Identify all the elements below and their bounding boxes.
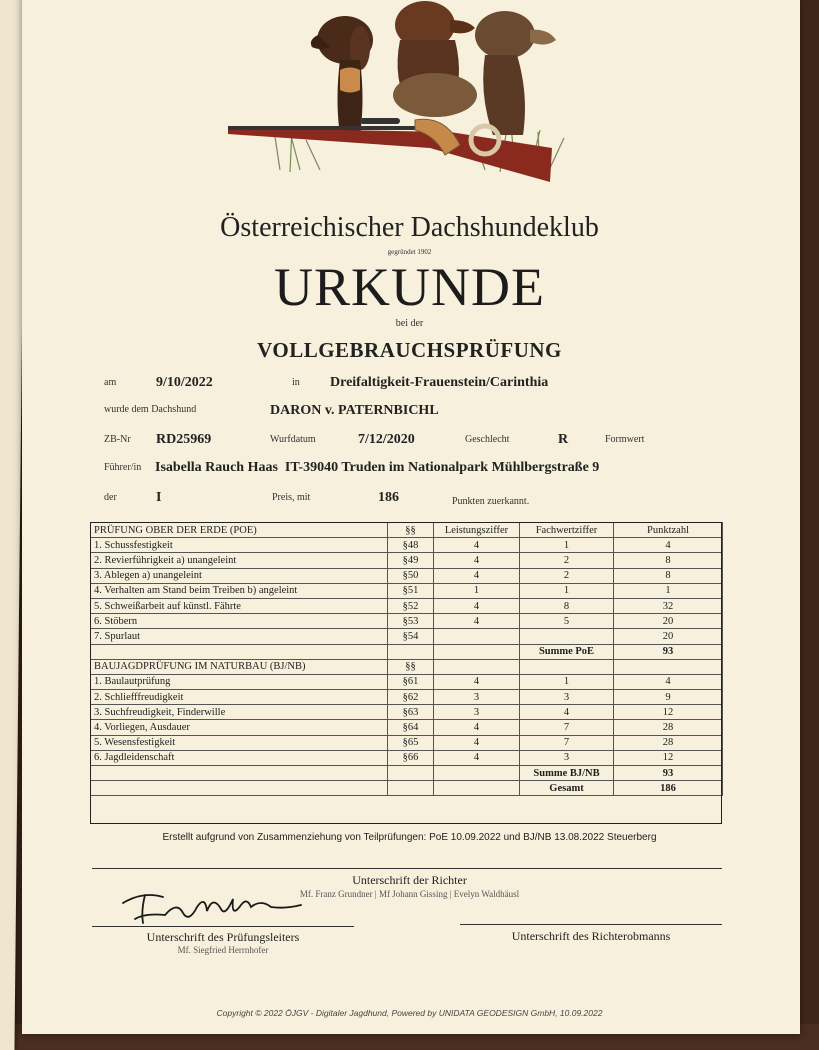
row-fach: 1	[520, 538, 614, 553]
row-punkte: 8	[614, 553, 723, 568]
leistung-header: Leistungsziffer	[434, 523, 520, 538]
row-name: 1. Schussfestigkeit	[91, 538, 388, 553]
leiter-signature-title: Unterschrift des Prüfungsleiters	[146, 930, 300, 944]
row-fach: 7	[520, 735, 614, 750]
poe-header: PRÜFUNG OBER DER ERDE (POE)	[91, 523, 388, 538]
summe-poe-value: 93	[614, 644, 723, 659]
obmann-signature-title: Unterschrift des Richterobmanns	[511, 929, 671, 943]
row-name: 6. Jagdleidenschaft	[91, 750, 388, 765]
row-para: §61	[388, 674, 434, 689]
wurf-label: Wurfdatum	[270, 434, 316, 445]
row-punkte: 8	[614, 568, 723, 583]
row-punkte: 20	[614, 629, 723, 644]
empty-cell	[614, 659, 723, 674]
row-name: 4. Verhalten am Stand beim Treiben b) angeleint	[91, 583, 388, 598]
row-fach: 2	[520, 553, 614, 568]
empty-cell	[91, 766, 388, 781]
row-leistung: 4	[434, 614, 520, 629]
leiter-name: Mf. Siegfried Herrnhofer	[177, 945, 269, 955]
empty-cell	[388, 766, 434, 781]
handwritten-signature	[115, 885, 335, 930]
row-para: §52	[388, 598, 434, 613]
empty-cell	[434, 781, 520, 796]
row-para: §50	[388, 568, 434, 583]
row-leistung: 4	[434, 735, 520, 750]
row-punkte: 1	[614, 583, 723, 598]
dog-name: DARON v. PATERNBICHL	[270, 403, 439, 418]
richter-signature-line	[92, 868, 722, 869]
table-row	[91, 720, 723, 735]
row-para: §53	[388, 614, 434, 629]
row-fach: 7	[520, 720, 614, 735]
sex-value: R	[558, 432, 569, 447]
table-row	[91, 766, 723, 781]
formwert-label: Formwert	[605, 434, 645, 445]
row-fach: 3	[520, 750, 614, 765]
game-bag	[393, 73, 477, 117]
table-row	[91, 629, 723, 644]
table-row	[91, 690, 723, 705]
row-para: §51	[388, 583, 434, 598]
row-name: 5. Schweißarbeit auf künstl. Fährte	[91, 598, 388, 613]
empty-cell	[520, 659, 614, 674]
bei-der-label: bei der	[395, 318, 424, 329]
row-leistung: 3	[434, 705, 520, 720]
row-fach: 4	[520, 705, 614, 720]
leiter-signature-line	[92, 926, 354, 927]
row-leistung: 3	[434, 690, 520, 705]
row-leistung: 4	[434, 553, 520, 568]
total-points: 186	[378, 490, 399, 505]
am-label: am	[104, 377, 117, 388]
row-name: 6. Stöbern	[91, 614, 388, 629]
row-name: 3. Suchfreudigkeit, Finderwille	[91, 705, 388, 720]
prize-value: I	[156, 490, 162, 505]
preis-label: Preis, mit	[272, 492, 311, 503]
table-row	[91, 659, 723, 674]
table-row	[91, 583, 723, 598]
row-fach: 1	[520, 583, 614, 598]
exam-location: Dreifaltigkeit-Frauenstein/Carinthia	[330, 375, 549, 390]
row-punkte: 20	[614, 614, 723, 629]
row-fach: 1	[520, 674, 614, 689]
row-punkte: 4	[614, 674, 723, 689]
copyright-footer: Copyright © 2022 ÖJGV - Digitaler Jagdhund, Powered by UNIDATA GEODESIGN GmbH, 10.09.2022	[216, 1008, 603, 1018]
table-row	[91, 598, 723, 613]
gesamt-value: 186	[614, 781, 723, 796]
richter-names: Mf. Franz Grundner | Mf Johann Gissing | Evelyn Waldhäusl	[299, 889, 520, 899]
table-row	[91, 523, 723, 538]
row-fach: 8	[520, 598, 614, 613]
exam-type: VOLLGEBRAUCHSPRÜFUNG	[257, 338, 562, 362]
birth-date: 7/12/2020	[358, 432, 415, 447]
row-punkte: 4	[614, 538, 723, 553]
row-punkte: 12	[614, 705, 723, 720]
row-para: §64	[388, 720, 434, 735]
handler-info: Isabella Rauch Haas IT-39040 Truden im Nationalpark Mühlbergstraße 9	[155, 460, 600, 475]
results-table	[90, 522, 723, 796]
row-fach: 3	[520, 690, 614, 705]
row-name: 2. Schliefffreudigkeit	[91, 690, 388, 705]
row-punkte: 12	[614, 750, 723, 765]
points-suffix: Punkten zuerkannt.	[452, 496, 530, 507]
table-row	[91, 674, 723, 689]
row-leistung: 4	[434, 568, 520, 583]
row-fach: 2	[520, 568, 614, 583]
dog-label: wurde dem Dachshund	[104, 404, 197, 415]
der-label: der	[104, 492, 117, 503]
empty-cell	[434, 644, 520, 659]
empty-cell	[91, 781, 388, 796]
zb-label: ZB-Nr	[104, 434, 131, 445]
table-row	[91, 644, 723, 659]
handler-label: Führer/in	[104, 462, 142, 473]
dog-left	[311, 16, 373, 135]
fach-header: Fachwertziffer	[520, 523, 614, 538]
row-punkte: 28	[614, 735, 723, 750]
row-leistung: 1	[434, 583, 520, 598]
composition-note: Erstellt aufgrund von Zusammenziehung von Teilprüfungen: PoE 10.09.2022 und BJ/NB 13.08.2022 Steuerberg	[162, 832, 657, 843]
richter-signature-title: Unterschrift der Richter	[352, 873, 467, 887]
row-leistung: 4	[434, 720, 520, 735]
certificate-title: URKUNDE	[274, 257, 545, 317]
table-row	[91, 538, 723, 553]
row-fach	[520, 629, 614, 644]
table-row	[91, 614, 723, 629]
table-row	[91, 553, 723, 568]
row-para: §66	[388, 750, 434, 765]
row-para: §62	[388, 690, 434, 705]
row-name: 7. Spurlaut	[91, 629, 388, 644]
row-leistung: 4	[434, 750, 520, 765]
row-punkte: 9	[614, 690, 723, 705]
bj-header: BAUJAGDPRÜFUNG IM NATURBAU (BJ/NB)	[91, 659, 388, 674]
founded-note: gegründet 1902	[387, 248, 432, 256]
row-leistung: 4	[434, 538, 520, 553]
row-name: 5. Wesensfestigkeit	[91, 735, 388, 750]
gesamt-label: Gesamt	[520, 781, 614, 796]
dog-right	[475, 11, 556, 135]
bj-para-header: §§	[388, 659, 434, 674]
row-leistung	[434, 629, 520, 644]
row-name: 3. Ablegen a) unangeleint	[91, 568, 388, 583]
summe-poe-label: Summe PoE	[520, 644, 614, 659]
empty-cell	[388, 644, 434, 659]
empty-cell	[434, 766, 520, 781]
para-header: §§	[388, 523, 434, 538]
zb-number: RD25969	[156, 432, 212, 447]
row-name: 4. Vorliegen, Ausdauer	[91, 720, 388, 735]
row-fach: 5	[520, 614, 614, 629]
exam-date: 9/10/2022	[156, 375, 213, 390]
table-row	[91, 705, 723, 720]
empty-cell	[434, 659, 520, 674]
in-label: in	[292, 377, 300, 388]
row-punkte: 32	[614, 598, 723, 613]
row-name: 1. Baulautprüfung	[91, 674, 388, 689]
row-para: §49	[388, 553, 434, 568]
table-row	[91, 750, 723, 765]
sex-label: Geschlecht	[465, 434, 510, 445]
row-para: §48	[388, 538, 434, 553]
row-para: §65	[388, 735, 434, 750]
dachshund-illustration	[200, 0, 600, 190]
row-para: §54	[388, 629, 434, 644]
row-leistung: 4	[434, 598, 520, 613]
table-row	[91, 735, 723, 750]
summe-bj-label: Summe BJ/NB	[520, 766, 614, 781]
row-para: §63	[388, 705, 434, 720]
row-name: 2. Revierführigkeit a) unangeleint	[91, 553, 388, 568]
summe-bj-value: 93	[614, 766, 723, 781]
table-row	[91, 568, 723, 583]
empty-cell	[388, 781, 434, 796]
row-leistung: 4	[434, 674, 520, 689]
obmann-signature-line	[460, 924, 722, 925]
punkt-header: Punktzahl	[614, 523, 723, 538]
table-row	[91, 781, 723, 796]
club-name: Österreichischer Dachshundeklub	[220, 212, 599, 243]
empty-cell	[91, 644, 388, 659]
row-punkte: 28	[614, 720, 723, 735]
